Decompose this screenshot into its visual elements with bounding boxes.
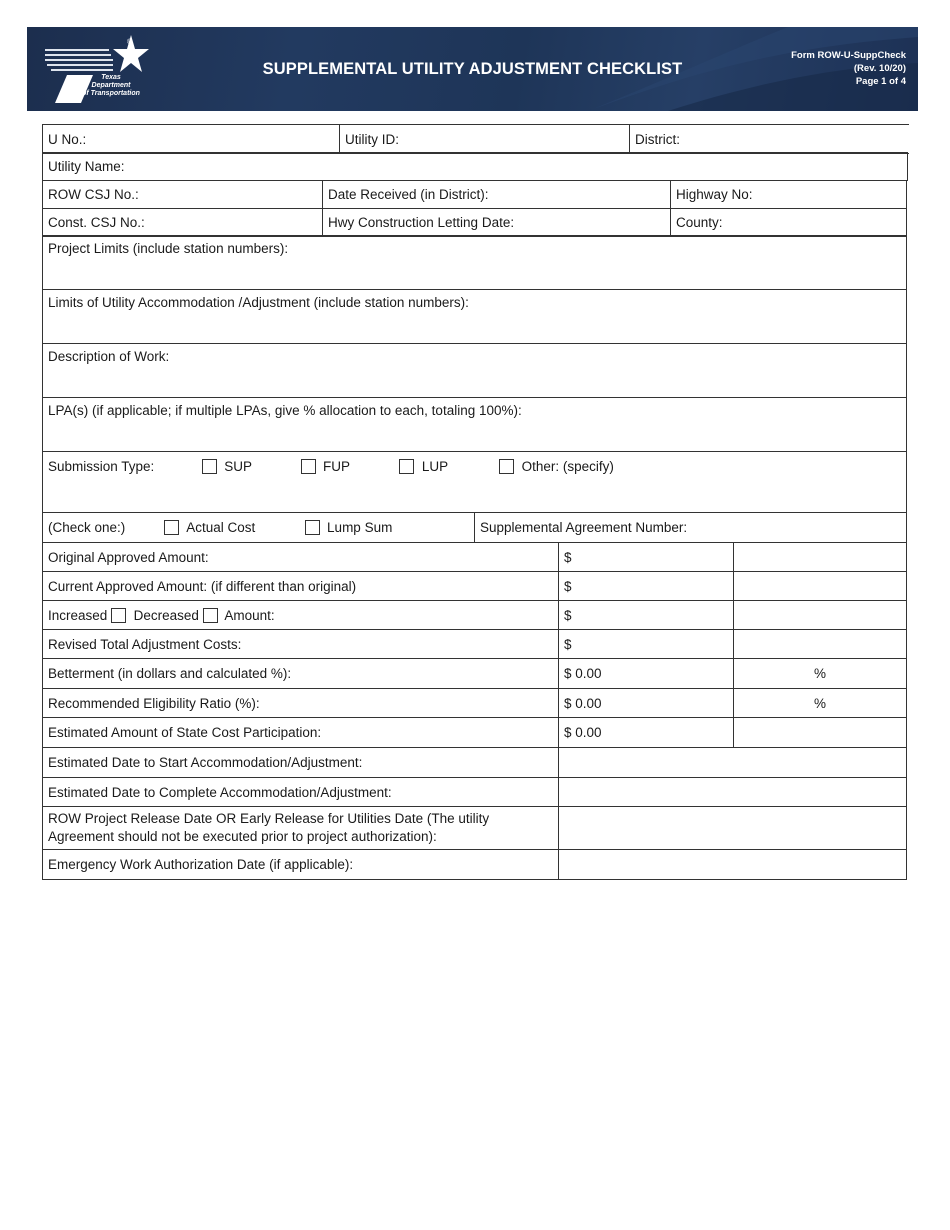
decreased-label: Decreased	[133, 607, 199, 623]
utility-name-label: Utility Name:	[48, 159, 125, 174]
county-field[interactable]	[671, 209, 907, 237]
highway-no-field[interactable]	[671, 181, 907, 209]
letting-date-label: Hwy Construction Letting Date:	[328, 215, 515, 230]
lup-label: LUP	[421, 459, 449, 474]
original-amount-input[interactable]: $	[559, 543, 734, 572]
checkbox-fup[interactable]	[301, 459, 316, 474]
const-csj-field[interactable]	[43, 209, 323, 237]
checkbox-decreased[interactable]	[203, 608, 218, 623]
utility-id-label: Utility ID:	[345, 131, 399, 147]
u-no-label: U No.:	[48, 131, 87, 147]
state-cost-extra[interactable]	[734, 718, 907, 748]
form-revision: (Rev. 10/20)	[853, 63, 906, 74]
project-limits-field[interactable]	[43, 236, 907, 290]
emergency-date-label: Emergency Work Authorization Date (if applicable):	[43, 850, 559, 880]
current-amount-input[interactable]: $	[559, 572, 734, 601]
complete-date-label: Estimated Date to Complete Accommodation/Adjustment:	[43, 778, 559, 807]
utility-name-field[interactable]	[43, 153, 908, 181]
id-row-table	[42, 124, 909, 154]
start-date-label: Estimated Date to Start Accommodation/Adjustment:	[43, 748, 559, 778]
other-label: Other: (specify)	[521, 459, 614, 474]
lpa-label: LPA(s) (if applicable; if multiple LPAs, give % allocation to each, totaling 100%):	[48, 403, 522, 418]
page-number: Page 1 of 4	[855, 76, 906, 87]
option-other[interactable]	[499, 459, 614, 474]
csj-table	[42, 180, 907, 237]
actual-cost-label: Actual Cost	[186, 520, 256, 535]
checkbox-lump-sum[interactable]	[305, 520, 320, 535]
project-limits-label: Project Limits (include station numbers):	[48, 241, 289, 256]
submission-type-label: Submission Type:	[48, 459, 155, 474]
amounts-table	[42, 542, 907, 748]
date-received-field[interactable]	[323, 181, 671, 209]
check-one-row	[43, 513, 475, 543]
eligibility-ratio-input[interactable]: $ 0.00	[559, 689, 734, 718]
row-release-line-2: Agreement should not be executed prior to project authorization):	[48, 829, 437, 844]
emergency-date-input[interactable]	[559, 850, 907, 880]
original-amount-label: Original Approved Amount:	[43, 543, 559, 572]
logo-line-3: of Transportation	[82, 90, 140, 97]
row-csj-label: ROW CSJ No.:	[48, 187, 139, 202]
cost-type-table	[42, 512, 907, 543]
dates-table	[42, 747, 907, 880]
amount-label: Amount:	[224, 607, 275, 623]
check-one-label: (Check one:)	[48, 520, 126, 535]
current-amount-extra[interactable]	[734, 572, 907, 601]
form-id: Form ROW-U-SuppCheck	[791, 50, 906, 61]
option-lup[interactable]	[399, 459, 495, 474]
district-label: District:	[635, 131, 680, 147]
row-release-input[interactable]	[559, 807, 907, 850]
limits-utility-field[interactable]	[43, 290, 907, 344]
lpa-field[interactable]	[43, 398, 907, 452]
checkbox-actual-cost[interactable]	[164, 520, 179, 535]
description-field[interactable]	[43, 344, 907, 398]
page-title: SUPPLEMENTAL UTILITY ADJUSTMENT CHECKLIST	[262, 60, 683, 78]
state-cost-label: Estimated Amount of State Cost Participation:	[43, 718, 559, 748]
const-csj-label: Const. CSJ No.:	[48, 215, 145, 230]
description-label: Description of Work:	[48, 349, 170, 364]
state-cost-input[interactable]: $ 0.00	[559, 718, 734, 748]
revised-total-label: Revised Total Adjustment Costs:	[43, 630, 559, 659]
option-fup[interactable]	[301, 459, 396, 474]
registered-mark: ®	[127, 39, 133, 46]
original-amount-extra[interactable]	[734, 543, 907, 572]
complete-date-input[interactable]	[559, 778, 907, 807]
logo-line-2: Department	[91, 82, 131, 89]
submission-type-row	[43, 452, 907, 513]
row-release-label	[43, 807, 559, 850]
increase-decrease-row	[43, 601, 559, 630]
header-banner	[27, 27, 918, 111]
option-actual-cost[interactable]	[164, 520, 301, 535]
supp-agreement-label: Supplemental Agreement Number:	[480, 520, 688, 535]
betterment-percent-input[interactable]: %	[734, 659, 907, 689]
district-field[interactable]	[630, 125, 910, 154]
row-csj-field[interactable]	[43, 181, 323, 209]
betterment-dollars-input[interactable]: $ 0.00	[559, 659, 734, 689]
checkbox-lup[interactable]	[399, 459, 414, 474]
form-info	[791, 49, 906, 88]
option-lump-sum[interactable]	[305, 520, 393, 535]
amount-input[interactable]: $	[559, 601, 734, 630]
highway-no-label: Highway No:	[676, 187, 753, 202]
increased-label: Increased	[48, 607, 108, 623]
date-received-label: Date Received (in District):	[328, 187, 489, 202]
utility-name-table	[42, 152, 908, 181]
amount-extra[interactable]	[734, 601, 907, 630]
revised-total-input[interactable]: $	[559, 630, 734, 659]
logo-line-1: Texas	[101, 74, 121, 81]
revised-total-extra[interactable]	[734, 630, 907, 659]
u-no-field[interactable]	[43, 125, 340, 154]
sup-label: SUP	[224, 459, 253, 474]
checkbox-sup[interactable]	[202, 459, 217, 474]
county-label: County:	[676, 215, 723, 230]
checkbox-other[interactable]	[499, 459, 514, 474]
lump-sum-label: Lump Sum	[327, 520, 393, 535]
letting-date-field[interactable]	[323, 209, 671, 237]
eligibility-percent-input[interactable]: %	[734, 689, 907, 718]
option-sup[interactable]	[202, 459, 297, 474]
description-table	[42, 235, 907, 513]
limits-utility-label: Limits of Utility Accommodation /Adjustment (include station numbers):	[48, 295, 469, 310]
fup-label: FUP	[323, 459, 351, 474]
start-date-input[interactable]	[559, 748, 907, 778]
betterment-label: Betterment (in dollars and calculated %):	[43, 659, 559, 689]
eligibility-ratio-label: Recommended Eligibility Ratio (%):	[43, 689, 559, 718]
current-amount-label: Current Approved Amount: (if different than original)	[43, 572, 559, 601]
row-release-line-1: ROW Project Release Date OR Early Release for Utilities Date (The utility	[48, 811, 490, 826]
utility-id-field[interactable]	[340, 125, 630, 154]
supp-agreement-field[interactable]	[475, 513, 907, 543]
checkbox-increased[interactable]	[111, 608, 126, 623]
